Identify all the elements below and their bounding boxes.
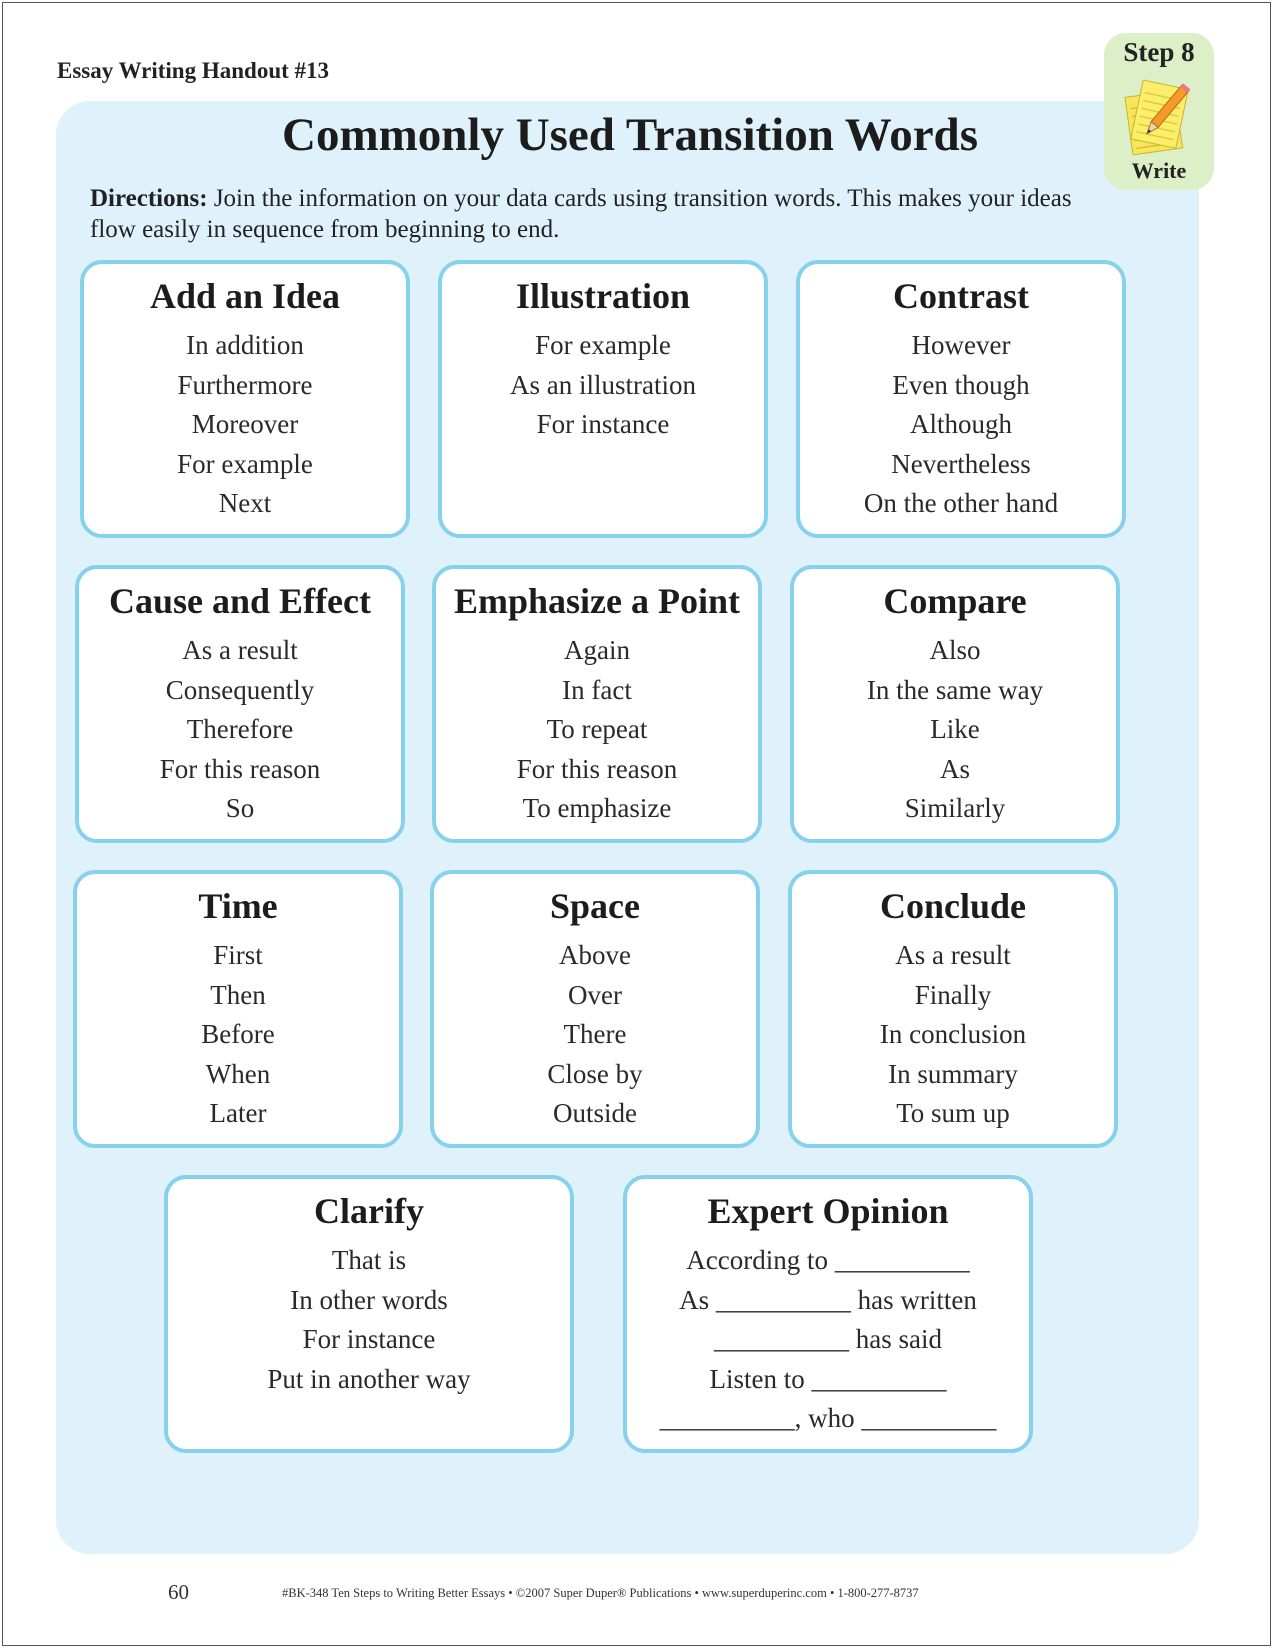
word-list <box>434 936 756 1134</box>
list-item: When <box>205 1058 271 1089</box>
handout-label: Essay Writing Handout #13 <box>57 58 330 83</box>
page-number: 60 <box>168 1580 189 1604</box>
list-item: For this reason <box>516 753 678 784</box>
notepad-pencil-icon <box>1118 77 1200 155</box>
card-contrast <box>796 260 1126 538</box>
list-item: Furthermore <box>177 369 313 400</box>
list-item: For instance <box>302 1324 436 1354</box>
step-word: Write <box>1131 158 1187 183</box>
list-item: For example <box>177 448 313 479</box>
card-title: Add an Idea <box>149 276 341 316</box>
list-item: Outside <box>553 1098 637 1128</box>
list-item: However <box>911 330 1011 360</box>
word-list <box>77 936 399 1134</box>
list-item: Listen to __________ <box>709 1363 947 1394</box>
list-item: So <box>225 793 255 823</box>
directions <box>90 183 1100 245</box>
word-list <box>800 326 1122 524</box>
footer-credit: #BK-348 Ten Steps to Writing Better Essays • ©2007 Super Duper® Publications • www.superduperinc.com • 1-800-277-8737 <box>282 1586 919 1600</box>
list-item: Like <box>930 714 980 744</box>
directions-label: Directions: <box>90 185 208 212</box>
step-badge <box>1104 33 1214 190</box>
card-compare <box>790 565 1120 843</box>
list-item: First <box>213 940 263 970</box>
list-item: Similarly <box>904 793 1006 823</box>
list-item: Finally <box>914 979 992 1010</box>
word-list <box>442 326 764 445</box>
card-space <box>430 870 760 1148</box>
list-item: In addition <box>186 330 304 360</box>
list-item: Nevertheless <box>891 448 1031 479</box>
word-list <box>436 631 758 829</box>
word-list <box>79 631 401 829</box>
list-item: As an illustration <box>510 369 696 400</box>
list-item: As __________ has written <box>679 1284 977 1315</box>
card-title: Cause and Effect <box>109 581 371 621</box>
card-add-an-idea <box>80 260 410 538</box>
card-clarify <box>164 1175 574 1453</box>
list-item: __________ has said <box>714 1324 942 1354</box>
list-item: __________, who __________ <box>659 1403 997 1433</box>
card-title: Contrast <box>893 276 1029 316</box>
list-item: Over <box>568 979 622 1010</box>
card-title: Expert Opinion <box>707 1191 949 1231</box>
list-item: On the other hand <box>863 488 1059 518</box>
word-list <box>84 326 406 524</box>
list-item: Although <box>909 409 1012 439</box>
card-title: Compare <box>883 581 1027 621</box>
list-item: Even though <box>892 369 1030 400</box>
list-item: According to __________ <box>686 1245 970 1275</box>
list-item: Next <box>218 488 272 518</box>
list-item: To emphasize <box>522 793 672 823</box>
list-item: To sum up <box>896 1098 1010 1128</box>
card-title: Space <box>550 886 640 926</box>
list-item: In fact <box>562 674 632 705</box>
card-title: Time <box>198 886 278 926</box>
list-item: Above <box>559 940 631 970</box>
card-title: Conclude <box>879 886 1027 926</box>
list-item: Then <box>210 979 266 1010</box>
list-item: That is <box>331 1245 407 1275</box>
card-expert-opinion <box>623 1175 1033 1453</box>
list-item: Again <box>564 635 630 665</box>
list-item: In conclusion <box>879 1019 1027 1049</box>
list-item: Also <box>929 635 981 665</box>
list-item: In the same way <box>866 674 1044 705</box>
list-item: As a result <box>895 940 1011 970</box>
list-item: In other words <box>290 1284 448 1315</box>
word-list <box>168 1241 570 1399</box>
word-list <box>627 1241 1029 1439</box>
list-item: Moreover <box>191 409 299 439</box>
card-time <box>73 870 403 1148</box>
list-item: For instance <box>536 409 670 439</box>
list-item: Consequently <box>165 674 315 705</box>
list-item: Put in another way <box>267 1363 471 1394</box>
list-item: Later <box>209 1098 267 1128</box>
card-title: Illustration <box>515 276 691 316</box>
card-title: Clarify <box>314 1191 424 1231</box>
list-item: As <box>939 753 970 784</box>
card-cause-and-effect <box>75 565 405 843</box>
page-title: Commonly Used Transition Words <box>282 109 978 161</box>
word-list <box>792 936 1114 1134</box>
list-item: Close by <box>547 1058 643 1089</box>
list-item: In summary <box>888 1058 1018 1089</box>
list-item: Before <box>201 1019 275 1049</box>
card-emphasize-a-point <box>432 565 762 843</box>
list-item: Therefore <box>186 714 294 744</box>
step-label: Step 8 <box>1123 37 1195 67</box>
list-item: For this reason <box>159 753 321 784</box>
directions-text: Join the information on your data cards using transition words. This makes your ideas flow easily in sequence from beginning to end. <box>90 185 1072 243</box>
list-item: As a result <box>182 635 298 665</box>
list-item: For example <box>535 330 671 360</box>
card-illustration <box>438 260 768 538</box>
list-item: There <box>563 1019 627 1049</box>
list-item: To repeat <box>546 714 648 744</box>
card-conclude <box>788 870 1118 1148</box>
word-list <box>794 631 1116 829</box>
card-title: Emphasize a Point <box>453 581 740 621</box>
